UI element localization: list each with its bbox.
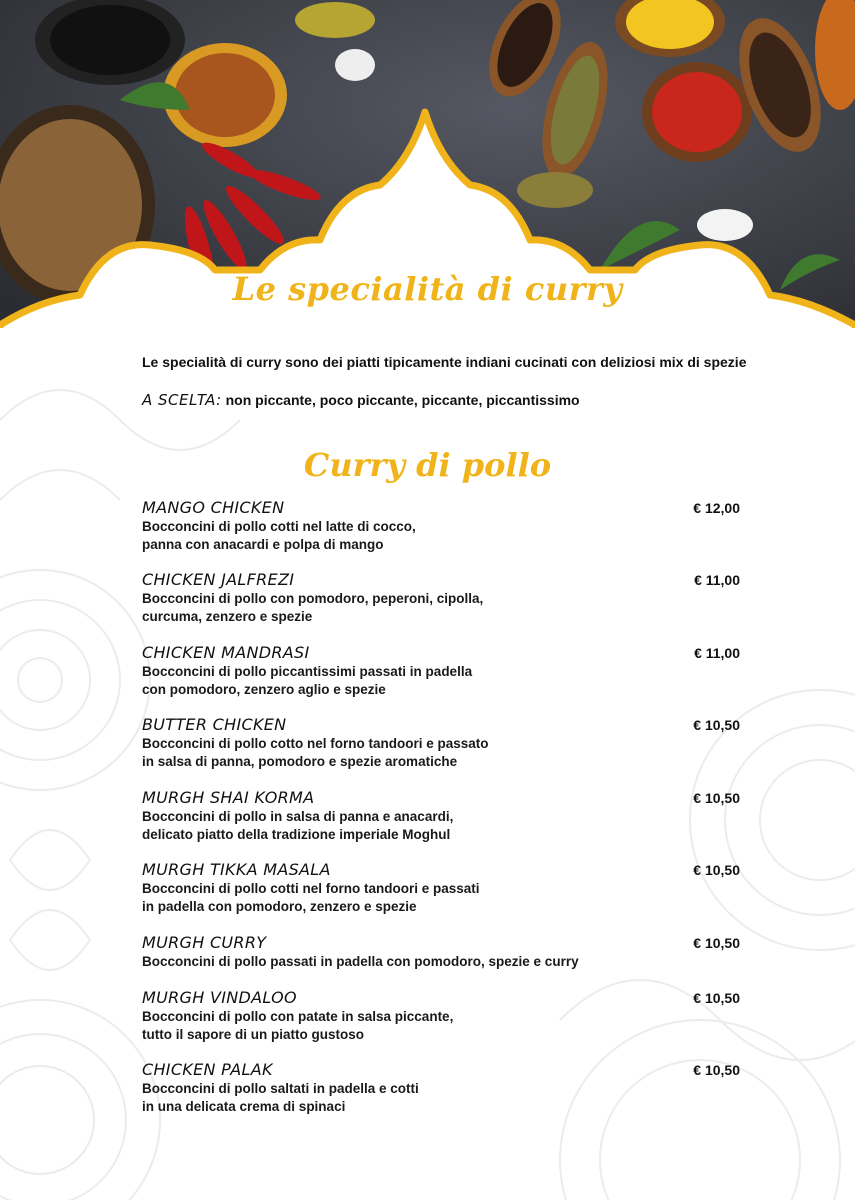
dish-price: € 10,50 <box>693 1062 740 1078</box>
dish-item <box>142 715 742 775</box>
dish-description: delicato piatto della tradizione imperiale Moghul <box>142 827 451 842</box>
dish-description: con pomodoro, zenzero aglio e spezie <box>142 682 386 697</box>
dish-name: MURGH CURRY <box>142 933 267 952</box>
dish-description: Bocconcini di pollo saltati in padella e cotti <box>142 1081 419 1096</box>
dish-item <box>142 643 742 703</box>
dish-description: Bocconcini di pollo cotti nel latte di cocco, <box>142 519 416 534</box>
dish-description: in padella con pomodoro, zenzero e spezie <box>142 899 417 914</box>
dish-name: MURGH VINDALOO <box>142 988 297 1007</box>
dish-description: in una delicata crema di spinaci <box>142 1099 346 1114</box>
dish-description: in salsa di panna, pomodoro e spezie aromatiche <box>142 754 458 769</box>
dish-item <box>142 860 742 920</box>
dish-description: curcuma, zenzero e spezie <box>142 609 313 624</box>
dish-name: CHICKEN MANDRASI <box>142 643 310 662</box>
section-title: Curry di pollo <box>303 446 552 484</box>
dish-description: Bocconcini di pollo con patate in salsa piccante, <box>142 1009 454 1024</box>
dish-price: € 10,50 <box>693 935 740 951</box>
dish-description: Bocconcini di pollo con pomodoro, peperoni, cipolla, <box>142 591 484 606</box>
dish-name: MANGO CHICKEN <box>142 498 285 517</box>
dish-description: Bocconcini di pollo cotto nel forno tandoori e passato <box>142 736 489 751</box>
dish-name: CHICKEN JALFREZI <box>142 570 295 589</box>
dish-description: Bocconcini di pollo in salsa di panna e anacardi, <box>142 809 454 824</box>
dish-item <box>142 933 742 993</box>
dish-price: € 10,50 <box>693 990 740 1006</box>
dish-name: CHICKEN PALAK <box>142 1060 273 1079</box>
dish-description: tutto il sapore di un piatto gustoso <box>142 1027 364 1042</box>
dish-price: € 11,00 <box>694 572 740 588</box>
dish-item <box>142 988 742 1048</box>
dish-price: € 10,50 <box>693 862 740 878</box>
dish-name: MURGH TIKKA MASALA <box>142 860 331 879</box>
dish-price: € 10,50 <box>693 717 740 733</box>
dish-price: € 12,00 <box>693 500 740 516</box>
dish-item <box>142 1060 742 1120</box>
choice-label: A SCELTA: <box>142 391 222 409</box>
spice-choice-line <box>142 391 802 409</box>
dish-name: MURGH SHAI KORMA <box>142 788 315 807</box>
dish-item <box>142 498 742 558</box>
dish-price: € 10,50 <box>693 790 740 806</box>
intro-text: Le specialità di curry sono dei piatti tipicamente indiani cucinati con deliziosi mix di spezie <box>142 354 747 370</box>
dish-item <box>142 570 742 630</box>
dish-description: Bocconcini di pollo cotti nel forno tandoori e passati <box>142 881 480 896</box>
dish-item <box>142 788 742 848</box>
choice-options: non piccante, poco piccante, piccante, piccantissimo <box>225 392 580 408</box>
dish-description: Bocconcini di pollo passati in padella con pomodoro, spezie e curry <box>142 954 579 969</box>
dish-price: € 11,00 <box>694 645 740 661</box>
dish-description: Bocconcini di pollo piccantissimi passati in padella <box>142 664 473 679</box>
dish-description: panna con anacardi e polpa di mango <box>142 537 384 552</box>
page-title: Le specialità di curry <box>232 270 623 308</box>
dish-name: BUTTER CHICKEN <box>142 715 287 734</box>
